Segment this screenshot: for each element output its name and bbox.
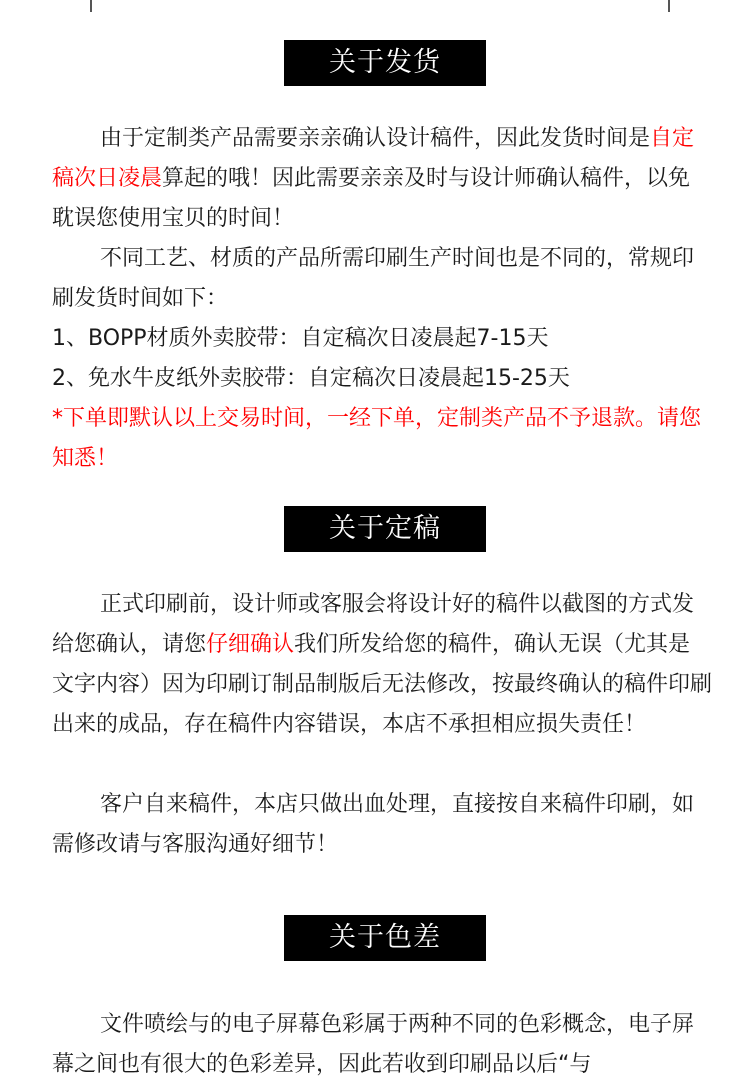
proof-paragraph-pre: 正式印刷前，设计师或客服会将设计好的稿件以截图的方式发给您确认，请您	[52, 592, 695, 657]
proof-paragraph	[52, 585, 712, 745]
color-difference-paragraph: 文件喷绘与的电子屏幕色彩属于两种不同的色彩概念，电子屏幕之间也有很大的色彩差异，因此若收到印刷品以后“与	[52, 1012, 695, 1077]
proof-paragraph-post: 我们所发给您的稿件，确认无误（尤其是文字内容）因为印刷订制品制版后无法修改，按最终确认的稿件印刷出来的成品，存在稿件内容错误，本店不承担相应损失责任！	[52, 632, 713, 737]
shipping-paragraph-pre: 由于定制类产品需要亲亲确认设计稿件，因此发货时间是	[100, 126, 651, 151]
section-header-color-difference: 关于色差	[284, 915, 486, 961]
shipping-highlight: 自定稿次日凌晨	[52, 126, 695, 191]
frame-edge-left	[90, 0, 92, 12]
customer-file-paragraph: 客户自来稿件，本店只做出血处理，直接按自来稿件印刷，如需修改请与客服沟通好细节！	[52, 792, 695, 857]
refund-notice: *下单即默认以上交易时间，一经下单，定制类产品不予退款。请您知悉！	[52, 406, 702, 471]
frame-edge-right	[668, 0, 670, 12]
section-header-shipping: 关于发货	[284, 40, 486, 86]
section-header-proof: 关于定稿	[284, 506, 486, 552]
shipping-paragraph-post: 算起的哦！因此需要亲亲及时与设计师确认稿件，以免耽误您使用宝贝的时间！	[52, 166, 691, 231]
proof-highlight: 仔细确认	[206, 632, 295, 657]
shipping-paragraph	[52, 119, 712, 239]
list-item-bopp: 1、BOPP材质外卖胶带：自定稿次日凌晨起7-15天	[52, 326, 549, 351]
production-time-paragraph: 不同工艺、材质的产品所需印刷生产时间也是不同的，常规印刷发货时间如下：	[52, 246, 695, 311]
list-item-kraft: 2、免水牛皮纸外卖胶带：自定稿次日凌晨起15-25天	[52, 366, 570, 391]
